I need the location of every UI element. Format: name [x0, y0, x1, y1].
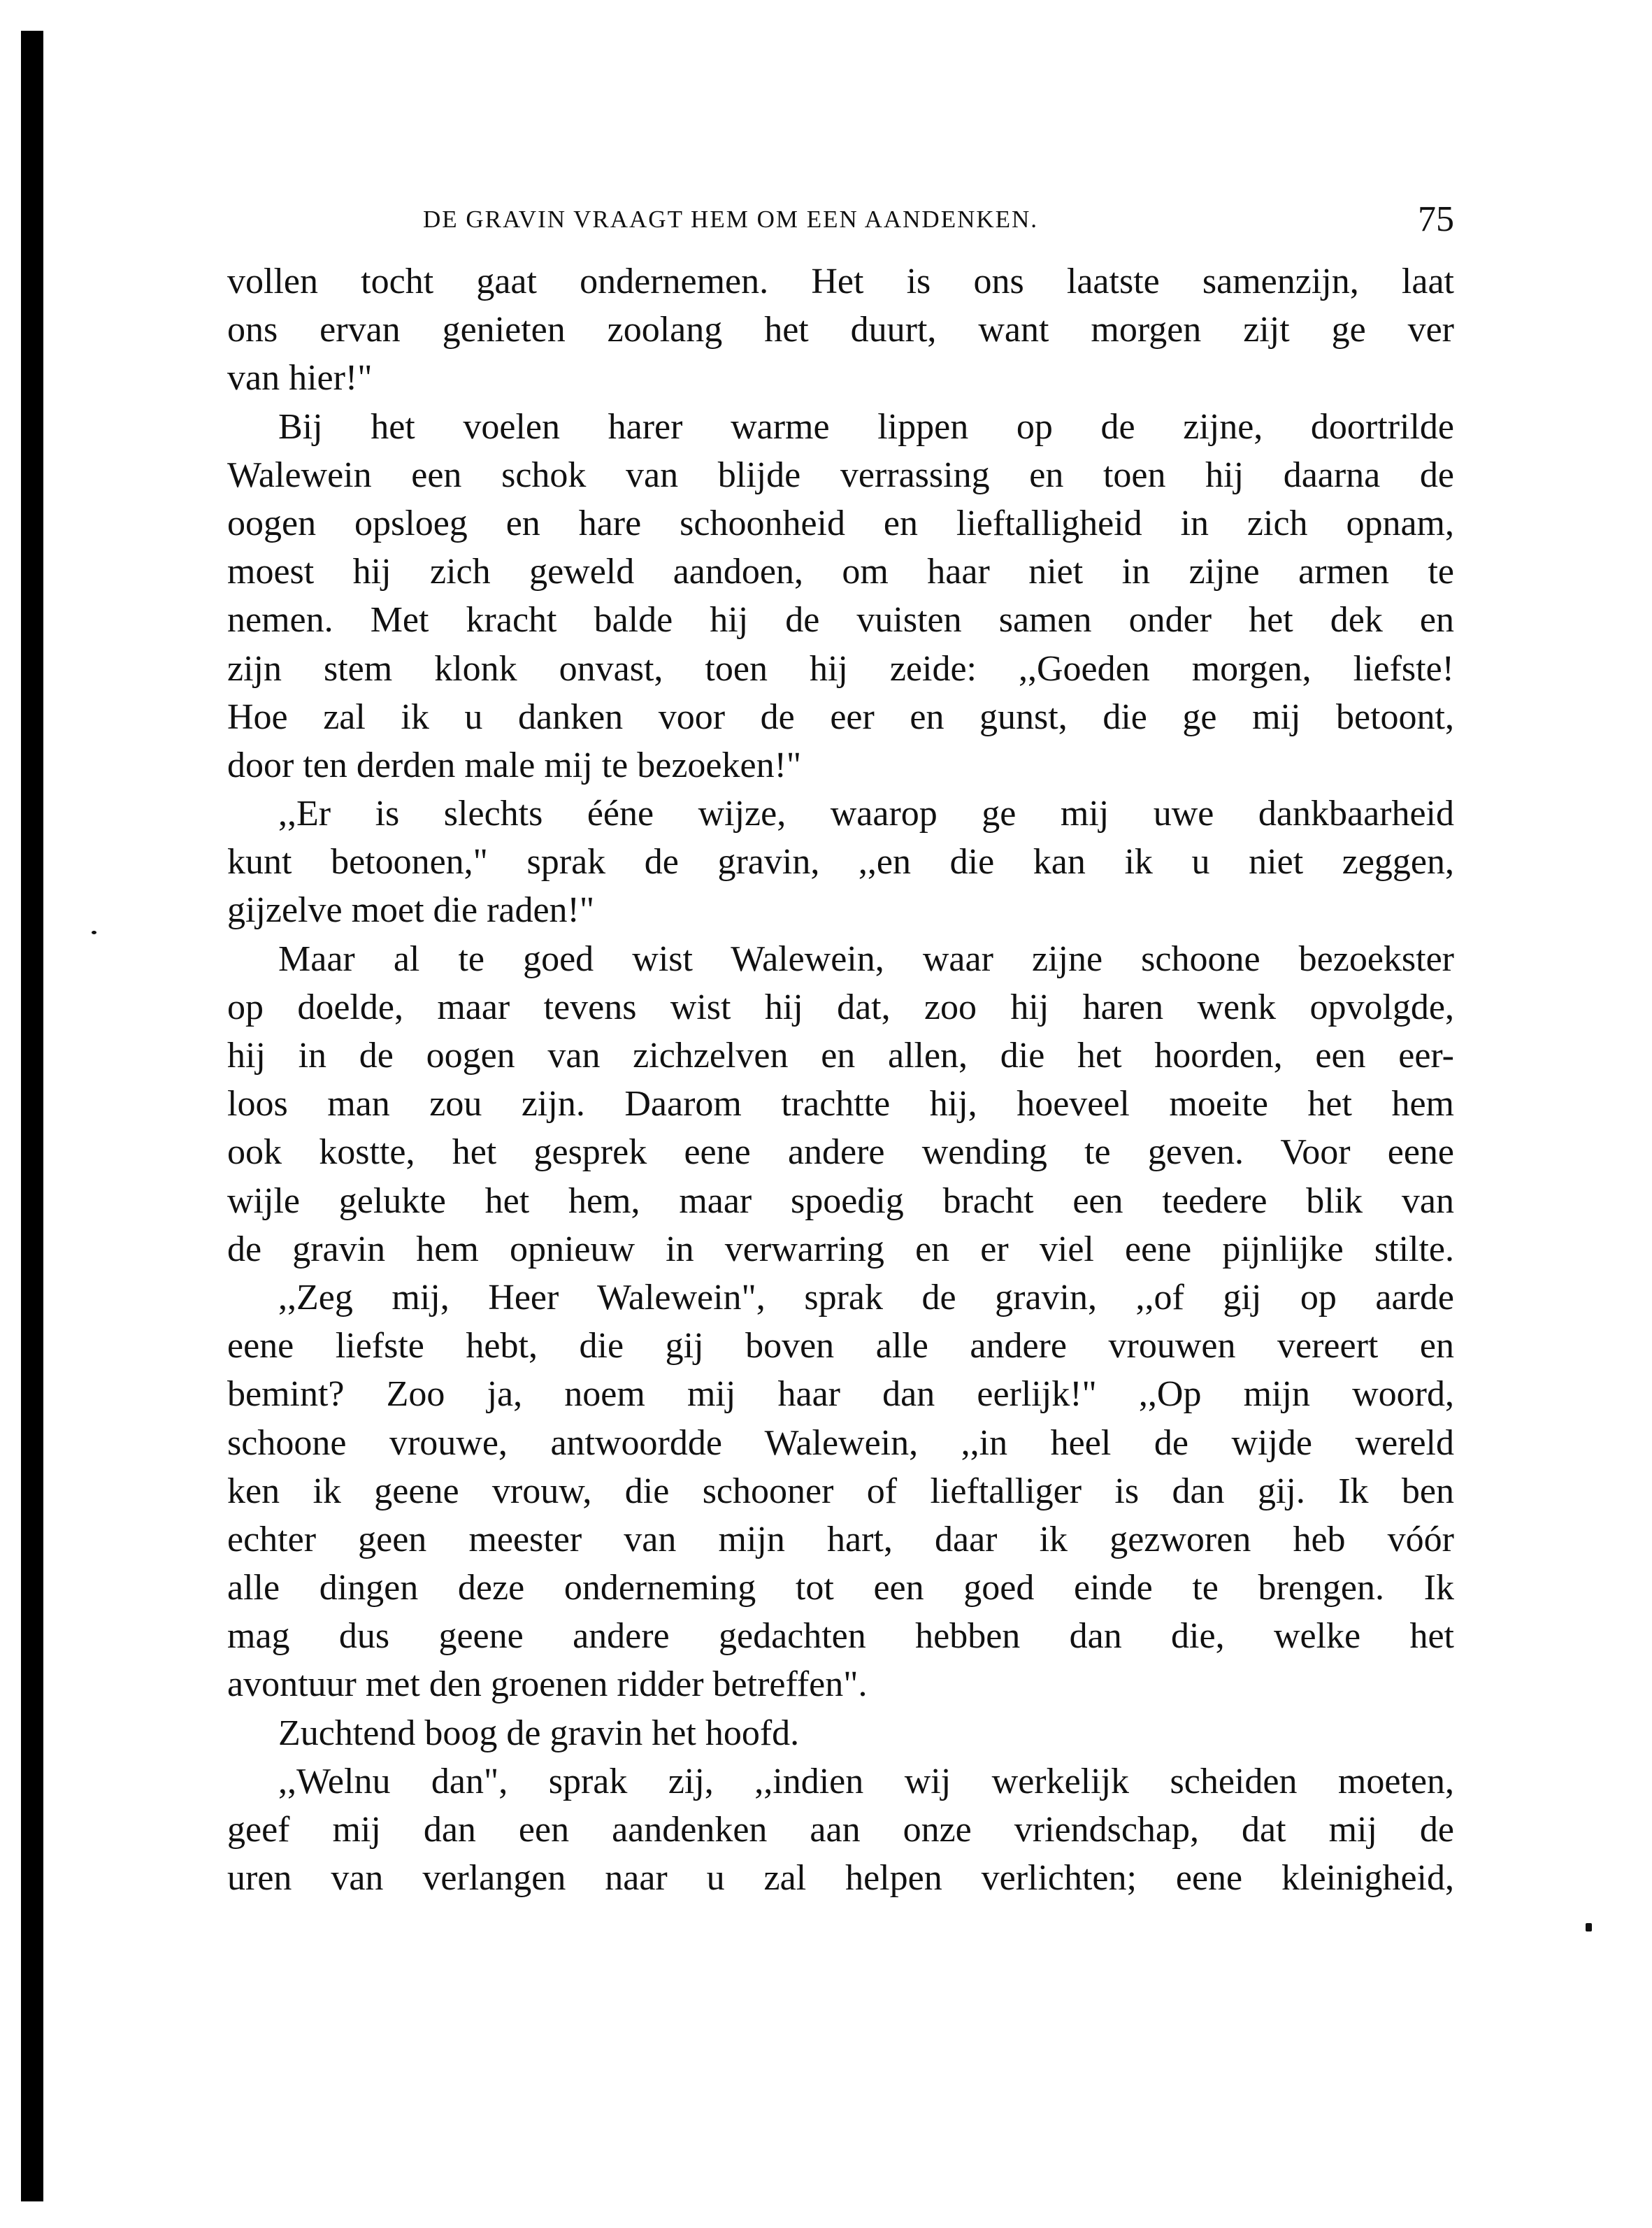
- text-line: avontuur met den groenen ridder betreffen".: [227, 1664, 868, 1705]
- text-line: echter geen meester van mijn hart, daar ik gezworen heb vóór: [227, 1519, 1454, 1559]
- text-line: mag dus geene andere gedachten hebben dan die, welke het: [227, 1616, 1454, 1657]
- text-line: gijzelve moet die raden!": [227, 890, 595, 931]
- text-line: Walewein een schok van blijde verrassing en toen hij daarna de: [227, 455, 1454, 495]
- text-line: door ten derden male mij te bezoeken!": [227, 745, 802, 785]
- ink-speck: [92, 931, 96, 934]
- text-line: hij in de oogen van zichzelven en allen, die het hoorden, een eer-: [227, 1036, 1454, 1076]
- text-line: oogen opsloeg en hare schoonheid en lieftalligheid in zich opnam,: [227, 503, 1454, 543]
- scan-edge-shadow: [21, 31, 43, 2201]
- running-head: [423, 199, 1454, 239]
- page-number: 75: [1418, 199, 1454, 239]
- text-line: alle dingen deze onderneming tot een goed einde te brengen. Ik: [227, 1568, 1454, 1608]
- text-line: Zuchtend boog de gravin het hoofd.: [278, 1713, 800, 1753]
- text-line: van hier!": [227, 358, 373, 399]
- text-line: schoone vrouwe, antwoordde Walewein, ,,in heel de wijde wereld: [227, 1422, 1454, 1463]
- text-line: loos man zou zijn. Daarom trachtte hij, hoeveel moeite het hem: [227, 1084, 1454, 1124]
- text-line: ons ervan genieten zoolang het duurt, want morgen zijt ge ver: [227, 310, 1454, 350]
- text-line: ,,Er is slechts ééne wijze, waarop ge mij uwe dankbaarheid: [278, 794, 1454, 834]
- ink-speck: [1586, 1923, 1592, 1931]
- text-line: wijle gelukte het hem, maar spoedig bracht een teedere blik van: [227, 1180, 1454, 1221]
- body-text: [227, 257, 1454, 1902]
- text-line: bemint? Zoo ja, noem mij haar dan eerlijk!" ,,Op mijn woord,: [227, 1374, 1454, 1415]
- text-line: de gravin hem opnieuw in verwarring en er viel eene pijnlijke stilte.: [227, 1229, 1454, 1269]
- text-line: nemen. Met kracht balde hij de vuisten samen onder het dek en: [227, 600, 1454, 641]
- text-line: ken ik geene vrouw, die schooner of lieftalliger is dan gij. Ik ben: [227, 1471, 1454, 1511]
- text-line: ,,Welnu dan", sprak zij, ,,indien wij werkelijk scheiden moeten,: [278, 1761, 1454, 1801]
- text-line: Bij het voelen harer warme lippen op de zijne, doortrilde: [278, 406, 1454, 447]
- text-line: ,,Zeg mij, Heer Walewein", sprak de gravin, ,,of gij op aarde: [278, 1277, 1454, 1317]
- text-line: uren van verlangen naar u zal helpen verlichten; eene kleinigheid,: [227, 1858, 1454, 1899]
- text-line: Maar al te goed wist Walewein, waar zijne schoone bezoekster: [278, 938, 1454, 979]
- text-line: zijn stem klonk onvast, toen hij zeide: ,,Goeden morgen, liefste!: [227, 648, 1454, 689]
- text-line: ook kostte, het gesprek eene andere wending te geven. Voor eene: [227, 1132, 1454, 1173]
- text-line: vollen tocht gaat ondernemen. Het is ons laatste samenzijn, laat: [227, 262, 1454, 301]
- text-line: eene liefste hebt, die gij boven alle andere vrouwen vereert en: [227, 1326, 1454, 1366]
- text-line: op doelde, maar tevens wist hij dat, zoo hij haren wenk opvolgde,: [227, 987, 1454, 1027]
- text-line: kunt betoonen," sprak de gravin, ,,en die kan ik u niet zeggen,: [227, 842, 1454, 883]
- text-line: geef mij dan een aandenken aan onze vriendschap, dat mij de: [227, 1810, 1454, 1850]
- text-line: Hoe zal ik u danken voor de eer en gunst, die ge mij betoont,: [227, 697, 1454, 737]
- running-title: DE GRAVIN VRAAGT HEM OM EEN AANDENKEN.: [423, 206, 1039, 233]
- text-line: moest hij zich geweld aandoen, om haar niet in zijne armen te: [227, 552, 1454, 592]
